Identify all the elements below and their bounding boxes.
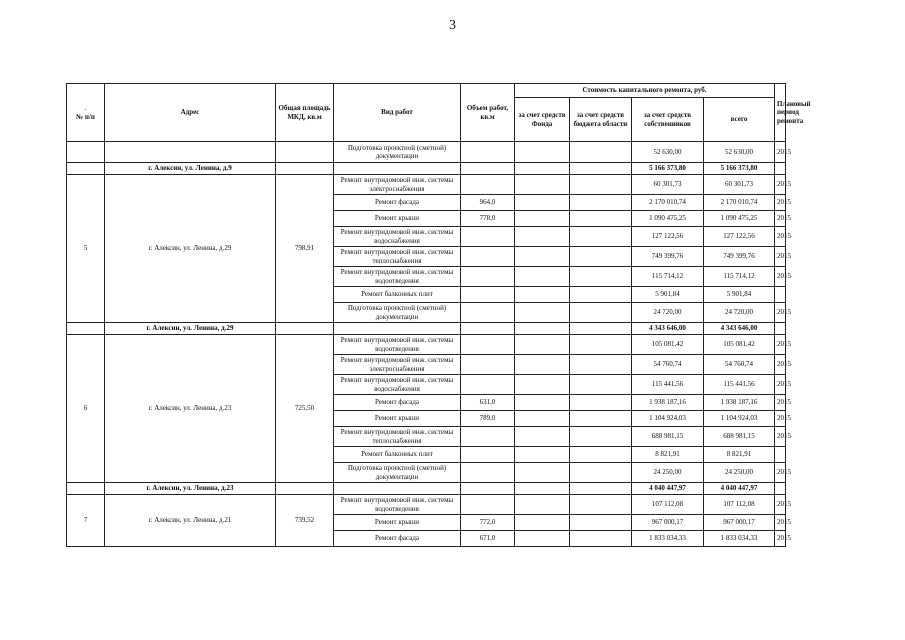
fund-cell [515,175,570,195]
budget-cell [570,375,632,395]
volume-cell [461,355,515,375]
budget-cell [570,483,632,495]
total-cost-cell: 2 170 010,74 [704,195,775,211]
fund-cell [515,323,570,335]
subtotal-row [67,483,786,495]
period-cell: 2015 [775,247,786,267]
capital-repair-table [66,83,811,547]
total-cost-cell: 1 090 475,25 [704,211,775,227]
volume-cell: 671,0 [461,531,515,547]
total-cost-cell: 8 821,91 [704,447,775,463]
num-cell: 5 [67,175,105,323]
subtotal-total-cell: 4 343 646,00 [704,323,775,335]
work-type-cell: Ремонт внутридомовой инж. системы теплоснабжения [334,427,461,447]
address-cell [105,142,276,163]
period-cell: 2015 [775,375,786,395]
owners-cost-cell: 24 250,00 [632,463,704,483]
num-cell: 6 [67,335,105,483]
num-cell [67,483,105,495]
header-period: Плановый период ремонта [775,84,786,142]
fund-cell [515,163,570,175]
total-cost-cell: 24 720,00 [704,303,775,323]
volume-cell [461,303,515,323]
volume-cell [461,247,515,267]
total-cost-cell: 5 901,84 [704,287,775,303]
total-cost-cell: 115 714,12 [704,267,775,287]
address-cell: г. Алексин, ул. Ленина, д.23 [105,335,276,483]
total-cost-cell: 52 630,00 [704,142,775,163]
subtotal-total-cell: 4 040 447,97 [704,483,775,495]
volume-cell: 964,0 [461,195,515,211]
volume-cell [461,335,515,355]
header-work: Вид работ [334,84,461,142]
work-type-cell: Ремонт крыши [334,211,461,227]
period-cell [775,163,786,175]
total-cost-cell: 967 000,17 [704,515,775,531]
budget-cell [570,531,632,547]
budget-cell [570,427,632,447]
budget-cell [570,303,632,323]
work-type-cell: Ремонт фасада [334,195,461,211]
budget-cell [570,495,632,515]
num-cell: 7 [67,495,105,547]
header-total: всего [704,98,775,142]
total-cost-cell: 60 301,73 [704,175,775,195]
owners-cost-cell: 5 901,84 [632,287,704,303]
work-type-cell: Ремонт внутридомовой инж. системы электроснабжения [334,175,461,195]
fund-cell [515,495,570,515]
work-type-cell [334,483,461,495]
budget-cell [570,355,632,375]
subtotal-owners-cell: 4 343 646,00 [632,323,704,335]
period-cell: 2015 [775,515,786,531]
area-cell [276,483,334,495]
owners-cost-cell: 60 301,73 [632,175,704,195]
fund-cell [515,355,570,375]
fund-cell [515,483,570,495]
fund-cell [515,427,570,447]
volume-cell [461,495,515,515]
period-cell: 2015 [775,395,786,411]
period-cell [775,287,786,303]
owners-cost-cell: 24 720,00 [632,303,704,323]
volume-cell [461,323,515,335]
budget-cell [570,175,632,195]
volume-cell [461,287,515,303]
subtotal-address-cell: г. Алексин, ул. Ленина, д.23 [105,483,276,495]
owners-cost-cell: 1 104 924,03 [632,411,704,427]
total-cost-cell: 115 441,56 [704,375,775,395]
volume-cell: 778,0 [461,211,515,227]
work-type-cell: Ремонт внутридомовой инж. системы водоснабжения [334,227,461,247]
volume-cell [461,267,515,287]
header-area: Общая площадь МКД, кв.м [276,84,334,142]
owners-cost-cell: 967 000,17 [632,515,704,531]
fund-cell [515,335,570,355]
header-volume: Объем работ, кв.м [461,84,515,142]
area-cell [276,142,334,163]
total-cost-cell: 749 399,76 [704,247,775,267]
table-row [67,142,786,163]
period-cell [775,483,786,495]
fund-cell [515,267,570,287]
work-type-cell [334,163,461,175]
owners-cost-cell: 107 112,08 [632,495,704,515]
work-type-cell: Подготовка проектной (сметной) документации [334,142,461,163]
work-type-cell: Ремонт балконных плит [334,447,461,463]
owners-cost-cell: 749 399,76 [632,247,704,267]
num-cell [67,323,105,335]
work-type-cell: Ремонт фасада [334,395,461,411]
fund-cell [515,195,570,211]
budget-cell [570,163,632,175]
volume-cell [461,447,515,463]
area-cell: 739,52 [276,495,334,547]
total-cost-cell: 127 122,56 [704,227,775,247]
budget-cell [570,195,632,211]
owners-cost-cell: 115 441,56 [632,375,704,395]
budget-cell [570,267,632,287]
fund-cell [515,227,570,247]
volume-cell [461,463,515,483]
page-number: 3 [449,18,456,33]
period-cell: 2015 [775,195,786,211]
subtotal-address-cell: г. Алексин, ул. Ленина, д.9 [105,163,276,175]
period-cell: 2015 [775,267,786,287]
work-type-cell: Подготовка проектной (сметной) документации [334,303,461,323]
address-cell: г. Алексин, ул. Ленина, д.21 [105,495,276,547]
header-dot: . [84,104,87,113]
budget-cell [570,323,632,335]
budget-cell [570,287,632,303]
area-cell: 798,91 [276,175,334,323]
period-cell: 2015 [775,211,786,227]
work-type-cell: Ремонт балконных плит [334,287,461,303]
work-type-cell: Ремонт внутридомовой инж. системы водоснабжения [334,375,461,395]
total-cost-cell: 105 081,42 [704,335,775,355]
owners-cost-cell: 8 821,91 [632,447,704,463]
period-cell: 2015 [775,463,786,483]
volume-cell [461,163,515,175]
volume-cell [461,427,515,447]
owners-cost-cell: 52 630,00 [632,142,704,163]
work-type-cell: Ремонт крыши [334,411,461,427]
volume-cell: 631,0 [461,395,515,411]
owners-cost-cell: 127 122,56 [632,227,704,247]
volume-cell [461,483,515,495]
total-cost-cell: 1 833 034,33 [704,531,775,547]
volume-cell [461,375,515,395]
subtotal-total-cell: 5 166 373,80 [704,163,775,175]
num-cell [67,163,105,175]
period-cell: 2015 [775,227,786,247]
total-cost-cell: 1 938 187,16 [704,395,775,411]
period-cell: 2015 [775,411,786,427]
subtotal-owners-cell: 5 166 373,80 [632,163,704,175]
volume-cell [461,175,515,195]
area-cell [276,163,334,175]
area-cell: 725,50 [276,335,334,483]
period-cell: 2015 [775,335,786,355]
total-cost-cell: 54 760,74 [704,355,775,375]
work-type-cell: Подготовка проектной (сметной) документации [334,463,461,483]
fund-cell [515,463,570,483]
total-cost-cell: 688 981,15 [704,427,775,447]
fund-cell [515,287,570,303]
header-budget: за счет средств бюджета области [570,98,632,142]
volume-cell [461,142,515,163]
owners-cost-cell: 54 760,74 [632,355,704,375]
period-cell: 2015 [775,531,786,547]
work-type-cell: Ремонт внутридомовой инж. системы водоотведения [334,267,461,287]
num-cell [67,142,105,163]
owners-cost-cell: 1 090 475,25 [632,211,704,227]
budget-cell [570,395,632,411]
work-type-cell: Ремонт внутридомовой инж. системы водоотведения [334,335,461,355]
header-owners: за счет средств собственников [632,98,704,142]
period-cell: 2015 [775,495,786,515]
period-cell: 2015 [775,303,786,323]
owners-cost-cell: 688 981,15 [632,427,704,447]
volume-cell: 789,0 [461,411,515,427]
fund-cell [515,375,570,395]
header-address: Адрес [105,84,276,142]
budget-cell [570,335,632,355]
subtotal-owners-cell: 4 040 447,97 [632,483,704,495]
table-row [67,335,786,355]
fund-cell [515,411,570,427]
header-num [67,84,105,142]
work-type-cell: Ремонт внутридомовой инж. системы электроснабжения [334,355,461,375]
fund-cell [515,447,570,463]
work-type-cell: Ремонт внутридомовой инж. системы водоотведения [334,495,461,515]
period-cell: 2015 [775,427,786,447]
owners-cost-cell: 105 081,42 [632,335,704,355]
fund-cell [515,211,570,227]
work-type-cell [334,323,461,335]
table-row [67,495,786,515]
volume-cell [461,227,515,247]
budget-cell [570,142,632,163]
total-cost-cell: 1 104 924,03 [704,411,775,427]
owners-cost-cell: 1 938 187,16 [632,395,704,411]
header-cost-group: Стоимость капитального ремонта, руб. [515,84,775,98]
budget-cell [570,515,632,531]
fund-cell [515,395,570,411]
period-cell: 2015 [775,142,786,163]
fund-cell [515,247,570,267]
period-cell: 2015 [775,355,786,375]
area-cell [276,323,334,335]
fund-cell [515,531,570,547]
fund-cell [515,515,570,531]
table-row [67,175,786,195]
budget-cell [570,227,632,247]
subtotal-row [67,163,786,175]
subtotal-row [67,323,786,335]
owners-cost-cell: 2 170 010,74 [632,195,704,211]
header-num-label: № п/п [76,112,95,121]
period-cell [775,323,786,335]
work-type-cell: Ремонт внутридомовой инж. системы теплоснабжения [334,247,461,267]
fund-cell [515,142,570,163]
owners-cost-cell: 1 833 034,33 [632,531,704,547]
volume-cell: 772,0 [461,515,515,531]
work-type-cell: Ремонт фасада [334,531,461,547]
address-cell: г. Алексин, ул. Ленина, д.29 [105,175,276,323]
work-type-cell: Ремонт крыши [334,515,461,531]
owners-cost-cell: 115 714,12 [632,267,704,287]
budget-cell [570,463,632,483]
period-cell [775,447,786,463]
period-cell: 2015 [775,175,786,195]
total-cost-cell: 107 112,08 [704,495,775,515]
header-fund: за счет средств Фонда [515,98,570,142]
total-cost-cell: 24 250,00 [704,463,775,483]
budget-cell [570,211,632,227]
budget-cell [570,411,632,427]
subtotal-address-cell: г. Алексин, ул. Ленина, д.29 [105,323,276,335]
fund-cell [515,303,570,323]
budget-cell [570,447,632,463]
budget-cell [570,247,632,267]
